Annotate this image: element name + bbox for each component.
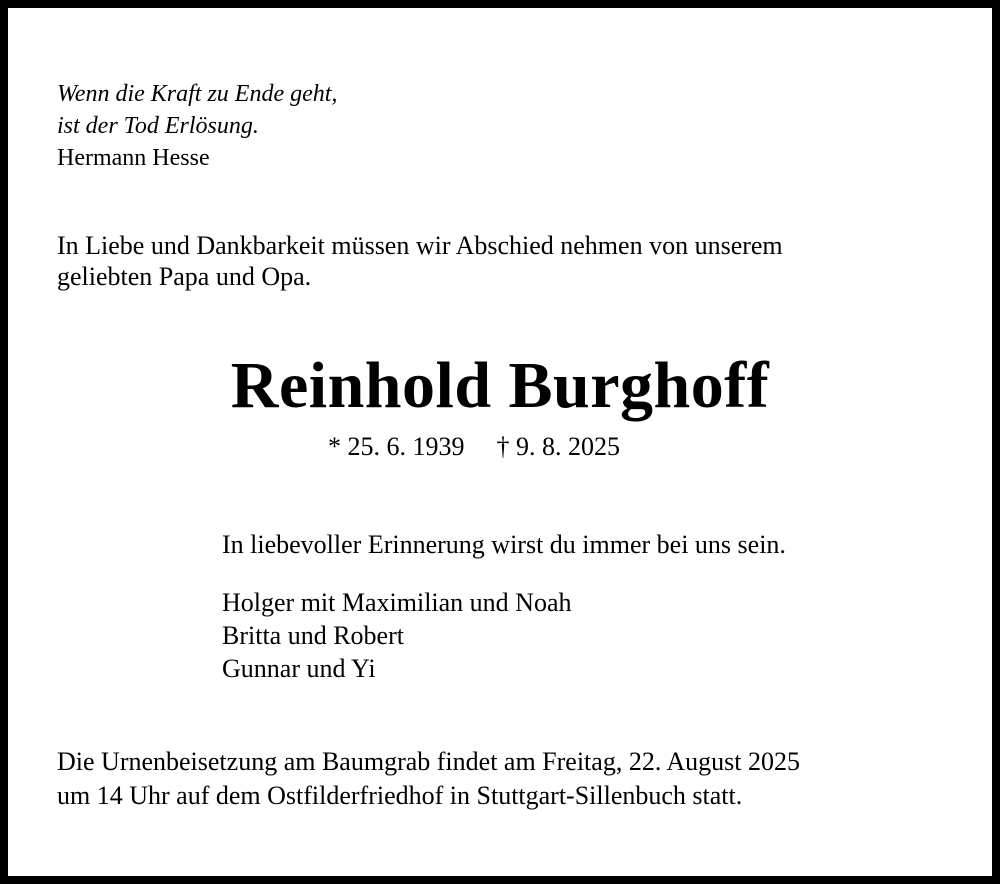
funeral-info-line: Die Urnenbeisetzung am Baumgrab findet am Freitag, 22. August 2025 (57, 747, 801, 776)
intro-line: In Liebe und Dankbarkeit müssen wir Abschied nehmen von unserem (57, 231, 783, 260)
life-dates (328, 432, 620, 462)
quote-line: ist der Tod Erlösung. (57, 113, 259, 139)
deceased-name: Reinhold Burghoff (230, 349, 770, 422)
family-member: Gunnar und Yi (222, 654, 376, 683)
death-date: † 9. 8. 2025 (496, 432, 620, 461)
funeral-info (57, 745, 800, 813)
quote-line: Wenn die Kraft zu Ende geht, (57, 81, 338, 107)
intro-text (57, 230, 783, 292)
birth-date: * 25. 6. 1939 (328, 432, 465, 461)
funeral-info-line: um 14 Uhr auf dem Ostfilderfriedhof in Stuttgart-Sillenbuch statt. (57, 781, 743, 810)
family-member: Holger mit Maximilian und Noah (222, 588, 572, 617)
family-list (222, 586, 572, 685)
family-member: Britta und Robert (222, 621, 404, 650)
memory-line: In liebevoller Erinnerung wirst du immer bei uns sein. (222, 530, 786, 559)
intro-line: geliebten Papa und Opa. (57, 262, 312, 291)
quote (57, 78, 337, 174)
quote-author: Hermann Hesse (57, 145, 210, 171)
